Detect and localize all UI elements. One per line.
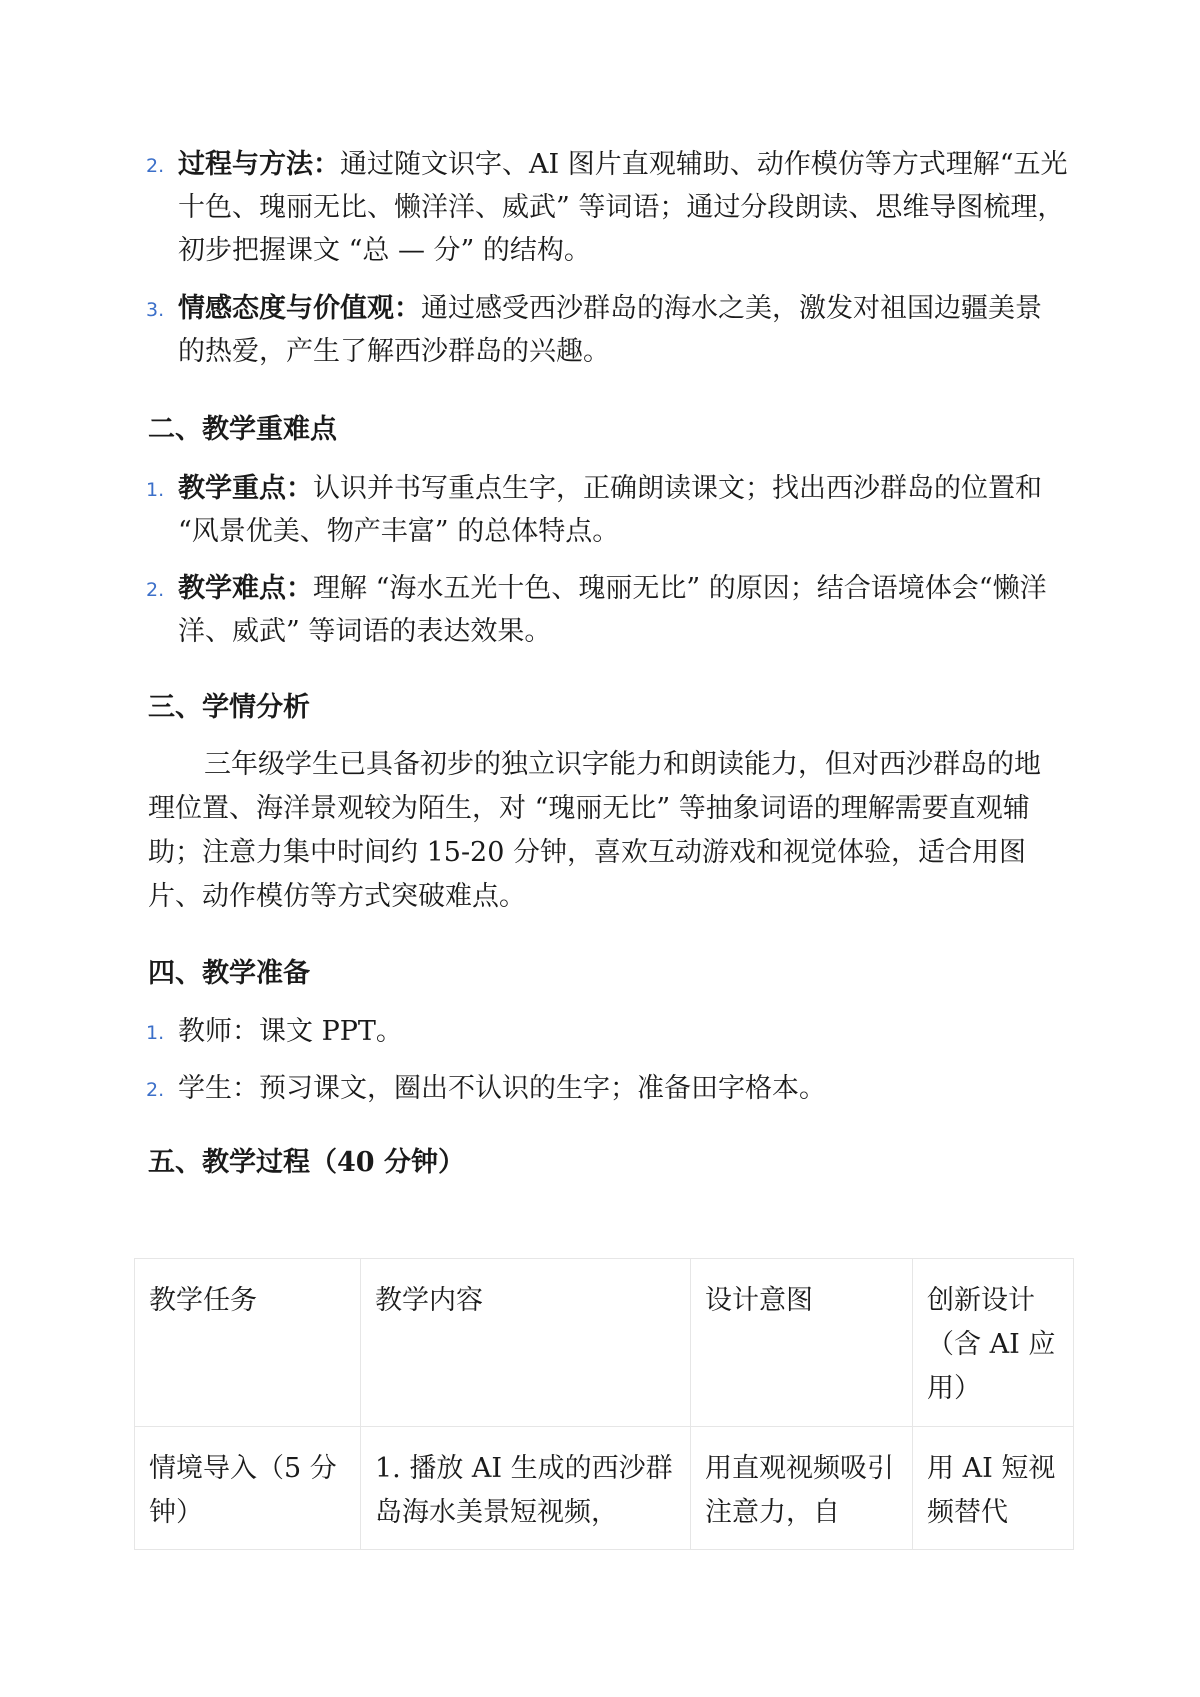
difficulty-item (148, 567, 1068, 653)
table-header-cell: 教学内容 (361, 1259, 691, 1427)
objective-item (148, 287, 1068, 373)
list-number: 2. (146, 1079, 165, 1101)
table-row (135, 1427, 1074, 1550)
item-label: 教学重点： (178, 473, 313, 504)
analysis-paragraph: 三年级学生已具备初步的独立识字能力和朗读能力，但对西沙群岛的地理位置、海洋景观较为陌生，对 “瑰丽无比” 等抽象词语的理解需要直观辅助；注意力集中时间约 15-20 分钟，喜欢互动游戏和视觉体验，适合用图片、动作模仿等方式突破难点。 (148, 749, 1041, 912)
table-header-cell: 创新设计（含 AI 应用） (913, 1259, 1074, 1427)
list-number: 2. (146, 579, 165, 601)
item-text: 理解 “海水五光十色、瑰丽无比” 的原因；结合语境体会“懒洋洋、威武” 等词语的表达效果。 (178, 573, 1047, 647)
table-cell: 1. 播放 AI 生成的西沙群岛海水美景短视频， (361, 1427, 691, 1550)
item-label: 过程与方法： (178, 149, 340, 180)
item-text: 学生：预习课文，圈出不认识的生字；准备田字格本。 (178, 1073, 826, 1104)
item-text: 教师：课文 PPT。 (178, 1016, 403, 1047)
list-number: 2. (146, 155, 165, 177)
item-text: 认识并书写重点生字，正确朗读课文；找出西沙群岛的位置和 “风景优美、物产丰富” 的总体特点。 (178, 473, 1042, 547)
section-heading: 四、教学准备 (148, 958, 310, 989)
table-cell: 用 AI 短视频替代 (913, 1427, 1074, 1550)
table-header-row (135, 1259, 1074, 1427)
table-cell: 情境导入（5 分钟） (135, 1427, 361, 1550)
objective-item (148, 143, 1068, 272)
keypoint-item (148, 467, 1068, 553)
list-number: 3. (146, 299, 165, 321)
table-cell: 用直观视频吸引注意力，自 (691, 1427, 913, 1550)
teaching-process-table (134, 1258, 1074, 1550)
prep-item (148, 1067, 1068, 1110)
item-text: 通过随文识字、AI 图片直观辅助、动作模仿等方式理解“五光十色、瑰丽无比、懒洋洋、威武” 等词语；通过分段朗读、思维导图梳理，初步把握课文 “总 — 分” 的结构。 (178, 149, 1068, 266)
prep-item (148, 1010, 1068, 1053)
table-header-cell: 设计意图 (691, 1259, 913, 1427)
item-text: 通过感受西沙群岛的海水之美，激发对祖国边疆美景的热爱，产生了解西沙群岛的兴趣。 (178, 293, 1042, 367)
section-heading: 五、教学过程（40 分钟） (148, 1147, 465, 1178)
section-heading: 二、教学重难点 (148, 414, 337, 445)
table-header-cell: 教学任务 (135, 1259, 361, 1427)
item-label: 情感态度与价值观： (178, 293, 421, 324)
item-label: 教学难点： (178, 573, 313, 604)
list-number: 1. (146, 1022, 165, 1044)
list-number: 1. (146, 479, 165, 501)
section-heading: 三、学情分析 (148, 692, 310, 723)
